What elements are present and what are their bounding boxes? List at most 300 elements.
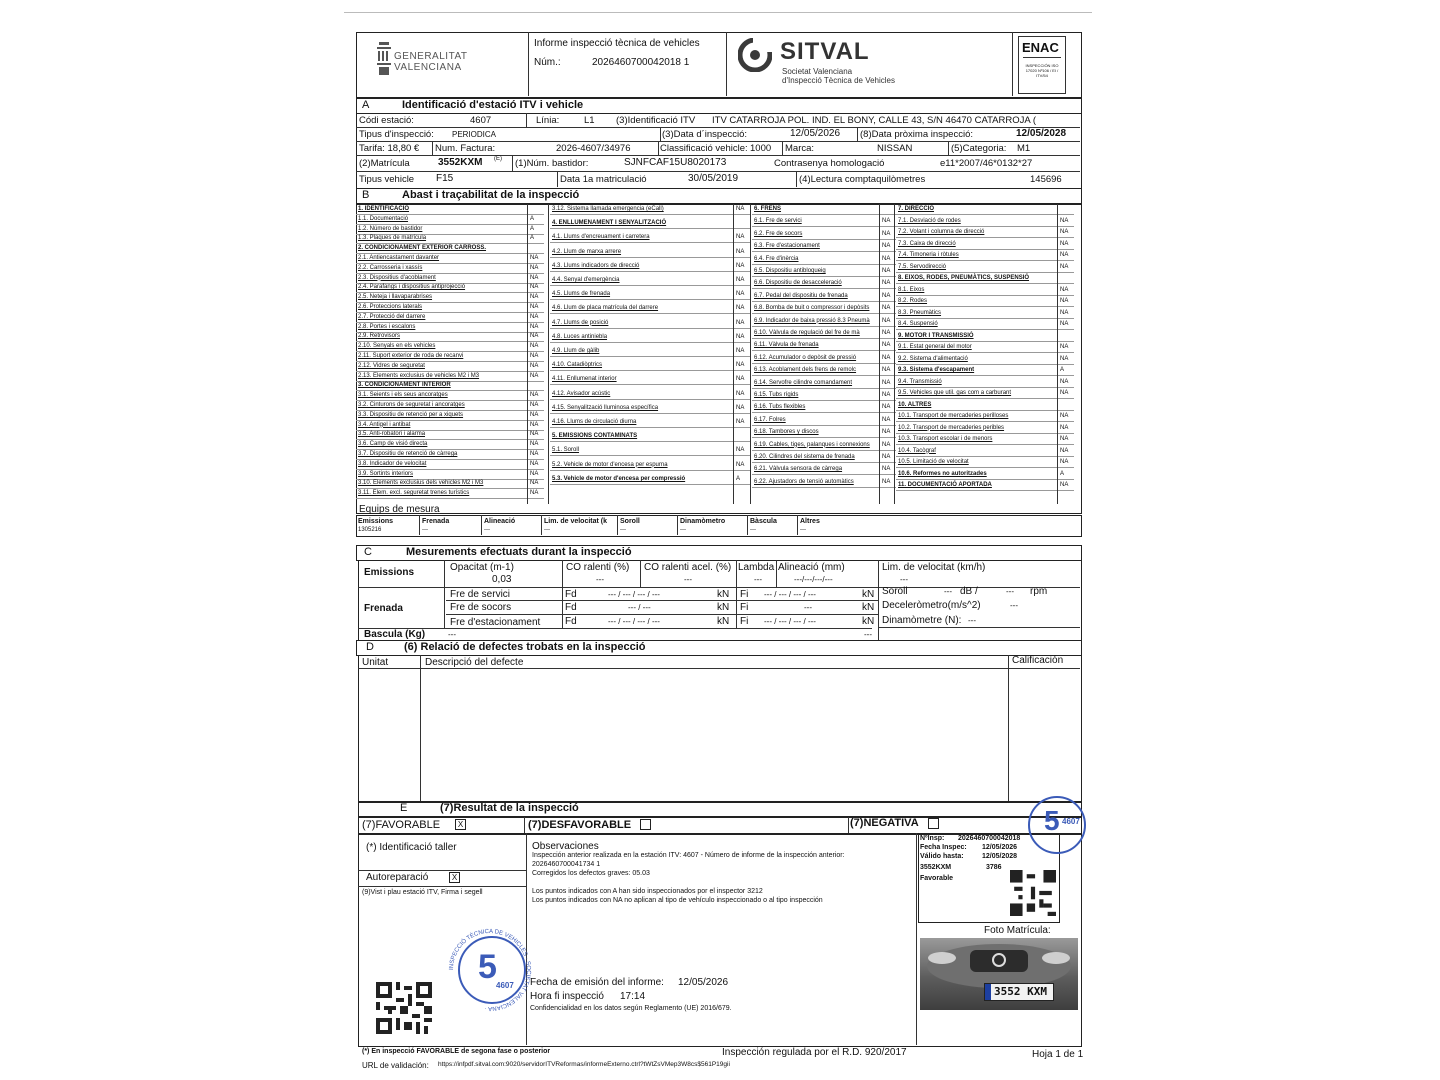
checklist-row-rule <box>550 257 750 258</box>
checklist-item-label: 2.6. Proteccions laterals <box>358 304 423 310</box>
checklist-row-rule <box>896 456 1074 457</box>
categoria-label: (5)Categoria: <box>951 143 1007 154</box>
checklist-row-rule <box>896 260 1074 261</box>
checklist-item-label: 2.5. Neteja i llavaparabrises <box>358 294 433 301</box>
bascula-value: --- <box>448 630 456 639</box>
row-divider <box>356 171 1080 172</box>
checklist-item-label: 6.10. Vàlvula de regulació del fre de mà <box>754 330 860 336</box>
checklist-item-status: NA <box>736 248 745 255</box>
cell-divider <box>1008 655 1009 801</box>
checklist-status-divider <box>1057 204 1058 504</box>
checklist-item-status: NA <box>1060 321 1069 327</box>
matricula-value: 3552KXM <box>438 157 483 168</box>
negativa-checkbox[interactable] <box>928 818 939 829</box>
checklist-row-rule <box>752 363 896 364</box>
checklist-item-status: NA <box>1060 229 1069 235</box>
regulada-text: Inspección regulada por el R.D. 920/2017 <box>722 1047 907 1058</box>
checklist-row-rule <box>550 285 750 286</box>
generalitat-name-2: VALENCIANA <box>394 62 462 73</box>
fi-label: Fi <box>740 616 749 627</box>
tipus-label: Tipus d'inspecció: <box>359 129 434 140</box>
bastidor-label: (1)Núm. bastidor: <box>515 158 589 169</box>
section-d-letter: D <box>366 641 374 653</box>
checklist-item-label: 7.2. Volant i columna de direcció <box>898 229 985 235</box>
checklist-row-rule <box>752 239 896 240</box>
checklist-item-status: NA <box>530 402 539 408</box>
fecha-label: Fecha Inspec: <box>920 844 967 851</box>
checklist-item-label: 2.1. Antiencastament davanter <box>358 255 440 261</box>
co-acel-label: CO ralenti acel. (%) <box>644 562 732 573</box>
checklist-item-status: NA <box>530 372 539 379</box>
checklist-item-status: NA <box>530 411 539 418</box>
observaciones-title: Observaciones <box>532 841 599 852</box>
checklist-item-label: 4.1. Llums d'encreuament i carretera <box>552 234 650 241</box>
categoria-value: M1 <box>1017 143 1031 154</box>
checklist-item-label: 6.22. Ajustadors de tensió automàtics <box>754 478 854 485</box>
favorable-checkbox[interactable]: X <box>455 819 466 830</box>
linia-label: Línia: <box>536 115 560 126</box>
checklist-item-status: NA <box>530 333 539 340</box>
checklist-item-status: NA <box>530 353 539 359</box>
fre-servici-label: Fre de servici <box>450 589 511 600</box>
report-title: Informe inspecció tècnica de vehicles <box>534 38 700 49</box>
checklist-row-rule <box>550 370 750 371</box>
checklist-item-label: 5.2. Vehicle de motor d'encesa per espurna <box>552 461 668 468</box>
checklist-row-rule <box>752 251 896 252</box>
ninsp-value: 2026460700042018 <box>958 835 1021 842</box>
opacitat-label: Opacitat (m-1) <box>450 562 514 573</box>
checklist-row-rule <box>752 437 896 438</box>
cell-divider <box>878 560 879 640</box>
checklist-item-label: 2.9. Retrovisors <box>358 333 401 340</box>
kn-label: kN <box>862 589 875 600</box>
checklist-item-label: 6.17. Folres <box>754 416 786 423</box>
marca-value: NISSAN <box>877 143 913 154</box>
checklist-row-rule <box>550 342 750 343</box>
checklist-item-label: 9. MOTOR I TRANSMISSIÓ <box>898 332 974 339</box>
checklist-item-label: 4.5. Llums de frenada <box>552 291 611 298</box>
checklist-item-label: 3.12. Sistema llamada emergencia (eCall) <box>552 206 664 212</box>
cell-divider <box>512 155 513 171</box>
checklist-item-status: NA <box>736 348 745 354</box>
checklist-item-label: 9.5. Vehicles que util. gas com a carburant <box>898 390 1012 396</box>
checklist-item-label: 11. DOCUMENTACIÓ APORTADA <box>898 482 992 488</box>
checklist-item-status: NA <box>736 390 745 397</box>
bascula-label: Bascula (Kg) <box>364 629 426 640</box>
checklist-item-status: NA <box>882 416 891 423</box>
checklist-item-label: 3.8. Indicador de velocitat <box>358 460 427 467</box>
checklist-row-rule <box>896 341 1074 342</box>
checklist-item-status: NA <box>1060 482 1069 488</box>
lambda-value: --- <box>754 575 762 584</box>
classificacio-value: 1000 <box>750 143 772 154</box>
alineacio-value: ---/---/---/--- <box>794 575 833 584</box>
checklist-row-rule <box>550 271 750 272</box>
equip-id: --- <box>484 527 490 533</box>
tarifa: Tarifa: 18,80 € <box>359 143 420 154</box>
checklist-row-rule <box>550 427 750 428</box>
checklist-item-label: 7.3. Caixa de direcció <box>898 240 956 247</box>
checklist-item-status: NA <box>882 255 891 262</box>
checklist-item-status: NA <box>1060 344 1069 350</box>
lambda-label: Lambda <box>738 562 775 573</box>
checklist-item-label: 8. EIXOS, RODES, PNEUMÀTICS, SUSPENSIÓ <box>898 275 1030 281</box>
checklist-row-rule <box>752 350 896 351</box>
stamp-number: 5 <box>478 948 497 986</box>
calificacion-header: Calificación <box>1012 655 1064 666</box>
checklist-item-label: 6.18. Tambores y discos <box>754 429 819 436</box>
checklist-item-status: NA <box>882 305 891 312</box>
section-d-title: (6) Relació de defectes trobats en la inspecció <box>404 641 646 653</box>
checklist-item-label: 4.10. Catadiòptrics <box>552 362 603 369</box>
checklist-item-label: 10.1. Transport de mercaderies perilloses <box>898 413 1009 419</box>
co-ralenti-label: CO ralenti (%) <box>566 562 630 573</box>
rpm-unit: rpm <box>1030 586 1048 597</box>
checklist-item-status: NA <box>882 330 891 336</box>
license-plate <box>984 983 1054 1001</box>
checklist-row-rule <box>896 352 1074 353</box>
stamp-code: 4607 <box>496 981 514 990</box>
linia-value: L1 <box>584 115 595 126</box>
checklist-row-rule <box>752 313 896 314</box>
cell-divider <box>524 817 525 833</box>
equip-divider <box>677 515 678 535</box>
tipus-vehicle-value: F15 <box>436 173 454 184</box>
checklist-item-label: 2.12. Vidres de seguretat <box>358 362 425 369</box>
equip-divider <box>617 515 618 535</box>
checklist-row-rule <box>752 338 896 339</box>
checklist-item-status: NA <box>1060 263 1069 270</box>
enac-rule <box>1023 57 1061 58</box>
fd-socors-value: --- / --- <box>628 603 651 612</box>
fre-socors-label: Fre de socors <box>450 602 512 613</box>
enac-logo <box>1018 36 1066 94</box>
observacion-line: Inspección anterior realizada en la estación ITV: 4607 - Número de informe de la inspección anterior: <box>532 852 845 859</box>
cell-divider <box>660 127 661 141</box>
cell-divider <box>796 171 797 187</box>
checklist-item-label: 6.19. Cables, tiges, palanques i connexions <box>754 441 870 448</box>
ninsp-label: NºInsp: <box>920 835 945 842</box>
taller-label: (*) Identificació taller <box>366 842 457 853</box>
bastidor-value: SJNFCAF15U8020173 <box>624 157 727 168</box>
checklist-item-status: NA <box>530 255 539 261</box>
stamp-ring-icon <box>448 928 532 1012</box>
stamp-code-2: 4607 <box>1062 817 1080 826</box>
observacion-line: Los puntos indicados con A han sido inspeccionados por el inspector 3212 <box>532 888 763 895</box>
checklist-row-rule <box>752 288 896 289</box>
checklist-item-status: NA <box>736 447 745 454</box>
checklist-item-status: NA <box>882 230 891 237</box>
sitval-emblem-icon <box>738 38 772 72</box>
checklist-item-label: 6.13. Acoblament dels frens de remolc <box>754 367 857 374</box>
checklist-row-rule <box>550 484 750 485</box>
checklist-row-rule <box>752 301 896 302</box>
codi-label: Códi estació: <box>359 115 414 126</box>
checklist-row-rule <box>752 326 896 327</box>
checklist-item-label: 3.3. Dispositiu de retenció per a xiquets <box>358 411 464 418</box>
checklist-item-status: NA <box>530 490 539 497</box>
valido-value: 12/05/2028 <box>982 853 1018 860</box>
equip-id: --- <box>750 527 756 533</box>
cell-divider <box>916 833 917 1045</box>
checklist-status-divider <box>733 204 734 504</box>
equip-name: Alineació <box>484 518 516 525</box>
checklist-item-status: NA <box>882 392 891 398</box>
checklist-row-rule <box>356 498 544 499</box>
section-c-letter: C <box>364 546 372 558</box>
checklist-item-status: NA <box>882 243 891 250</box>
checklist-item-label: 7. DIRECCIÓ <box>898 206 935 212</box>
checklist-status-divider <box>879 204 880 504</box>
checklist-item-label: 6.20. Cilindres del sistema de frenada <box>754 454 855 460</box>
kn-label: kN <box>717 589 730 600</box>
vist-i-plau-label: (9)Vist i plau estació ITV, Firma i segell <box>362 889 483 896</box>
checklist-item-status: NA <box>882 466 891 473</box>
section-b-letter: B <box>362 189 370 201</box>
tipus-value: PERIODICA <box>452 130 497 139</box>
emision-value: 12/05/2026 <box>678 977 729 988</box>
report-number: 2026460700042018 1 <box>592 57 690 68</box>
checklist-item-status: NA <box>1060 240 1069 247</box>
checklist-item-label: 4.4. Senyal d'emergència <box>552 277 620 283</box>
checklist-item-label: 4.16. Llums de circulació diurna <box>552 419 637 425</box>
checklist-row-rule <box>896 398 1074 399</box>
checklist-row-rule <box>550 470 750 471</box>
bascula-value-2: --- <box>864 630 872 639</box>
checklist-item-status: NA <box>736 262 745 269</box>
emissions-label: Emissions <box>364 567 415 578</box>
contrasenya-label: Contrasenya homologació <box>774 158 885 169</box>
stamp-ring-path: INSPECCIÓ TÈCNICA DE VEHICLES · SOCIETAT VALENCIANA · <box>448 928 532 1012</box>
tipus-vehicle-label: Tipus vehicle <box>359 174 415 185</box>
checklist-item-label: 6.1. Fre de servici <box>754 218 802 225</box>
emision-label: Fecha de emisión del informe: <box>530 977 664 988</box>
checklist-item-label: 2.10. Senyals en els vehicles <box>358 343 436 350</box>
sticker-qr-code[interactable] <box>1010 870 1056 916</box>
checklist-item-label: 6.3. Fre d'estacionament <box>754 243 820 250</box>
checklist-item-label: 4.3. Llums indicadors de direcció <box>552 262 640 269</box>
checklist-row-rule <box>752 388 896 389</box>
equip-id: --- <box>620 527 626 533</box>
checklist-item-status: NA <box>882 478 891 485</box>
checklist-row-rule <box>896 479 1074 480</box>
equip-divider <box>481 515 482 535</box>
equip-name: Emissions <box>358 518 394 525</box>
equip-id: 1305216 <box>358 527 382 533</box>
checklist-item-label: 6.16. Tubs flexibles <box>754 404 806 411</box>
section-c-title: Mesurements efectuats durant la inspecció <box>406 546 632 558</box>
checklist-item-status: NA <box>736 291 745 298</box>
checklist-item-label: 4.7. Llums de posició <box>552 319 609 326</box>
row-divider <box>358 886 526 887</box>
equip-divider <box>797 515 798 535</box>
soroll-rpm-value: --- <box>1006 587 1014 596</box>
checklist-item-label: 2.7. Protecció del darrere <box>358 313 426 320</box>
foto-label: Foto Matrícula: <box>984 925 1051 936</box>
checklist-item-label: 4.12. Avisador acústic <box>552 390 611 397</box>
soroll-label: Soroll <box>882 586 908 597</box>
checklist-item-label: 6.8. Bomba de buit o compressor i depòsits <box>754 305 870 312</box>
checklist-item-label: 5. EMISSIONS CONTAMINATS <box>552 433 638 440</box>
checklist-item-label: 2.8. Portes i escalons <box>358 323 416 330</box>
generalitat-logo <box>376 42 392 83</box>
autoreparacio-label: Autoreparació <box>366 872 429 883</box>
checklist-item-status: NA <box>882 292 891 299</box>
soroll-db-value: --- <box>944 587 952 596</box>
contrasenya-value: e11*2007/46*0132*27 <box>940 158 1033 169</box>
matricula-superscript: (E) <box>494 156 502 162</box>
enac-accreditation: INSPECCIÓN ISO 17020 Nº106 / EI / ITV/54 <box>1025 63 1059 78</box>
checklist-item-status: NA <box>736 206 745 212</box>
kn-label: kN <box>717 602 730 613</box>
checklist-item-status: NA <box>882 441 891 448</box>
checklist-row-rule <box>896 283 1074 284</box>
checklist-item-status: A <box>530 225 535 232</box>
checklist-item-label: 10.3. Transport escolar i de menors <box>898 436 993 442</box>
fi-socors-value: --- <box>804 603 812 612</box>
desfavorable-label: (7)DESFAVORABLE <box>528 819 632 831</box>
limvel-label: Lim. de velocitat (km/h) <box>882 562 986 573</box>
data-1a-label: Data 1a matriculació <box>560 174 647 185</box>
data-inspeccio-value: 12/05/2026 <box>790 128 841 139</box>
fre-estacionament-label: Fre d'estacionament <box>450 617 541 628</box>
checklist-row-rule <box>550 328 750 329</box>
checklist-row-rule <box>550 242 750 243</box>
checklist-item-label: 4.11. Enllumenat interior <box>552 376 617 383</box>
factura-value: 2026-4607/34976 <box>556 143 631 154</box>
equip-divider <box>747 515 748 535</box>
opacitat-value: 0,03 <box>492 574 512 585</box>
checklist-item-label: 4.15. Senyalització lluminosa específica <box>552 404 659 411</box>
checklist-item-label: 7.4. Timoneria i ròtules <box>898 252 959 258</box>
checklist-item-label: 10.2. Transport de mercaderies peribles <box>898 424 1005 431</box>
eu-band <box>985 984 991 1000</box>
checklist-row-rule <box>896 214 1074 215</box>
checklist-item-label: 1. IDENTIFICACIÓ <box>358 206 410 212</box>
checklist-row-rule <box>896 226 1074 227</box>
checklist-item-label: 3.6. Camp de visió directa <box>358 441 428 448</box>
checklist-item-label: 10.5. Limitació de velocitat <box>898 459 969 465</box>
checklist-item-label: 3.2. Cinturons de seguretat i ancoratges <box>358 402 465 408</box>
equip-divider <box>541 515 542 535</box>
checklist-column-divider <box>548 204 549 504</box>
inspection-report-page <box>352 28 1082 1068</box>
header-divider <box>1012 32 1013 96</box>
checklist-item-status: A <box>530 215 535 222</box>
checklist-row-rule <box>896 490 1074 491</box>
cell-divider <box>562 560 563 628</box>
row-divider <box>356 155 1080 156</box>
decel-label: Deceleròmetro(m/s^2) <box>882 600 981 611</box>
checklist-item-label: 6.12. Acumulador o depòsit de pressió <box>754 354 857 361</box>
checklist-row-rule <box>752 412 896 413</box>
checklist-item-status: NA <box>1060 459 1069 465</box>
sticker-plate: 3552KXM <box>920 864 952 871</box>
desfavorable-checkbox[interactable] <box>640 819 651 830</box>
cell-divider <box>420 655 421 801</box>
checklist-item-label: 1.3. Plaques de matrícula <box>358 235 427 242</box>
qr-code-validation[interactable] <box>376 982 432 1034</box>
checklist-item-label: 3.5. Anti-robatori i alarma <box>358 431 426 438</box>
checklist-item-status: NA <box>882 379 891 386</box>
checklist-row-rule <box>550 228 750 229</box>
cell-divider <box>776 560 777 587</box>
checklist-row-rule <box>752 214 896 215</box>
checklist-item-status: NA <box>736 461 745 468</box>
checklist-item-label: 6.2. Fre de socors <box>754 230 803 237</box>
checklist-item-label: 6.4. Fre d'inèrcia <box>754 255 799 262</box>
cell-divider <box>526 113 527 127</box>
hora-value: 17:14 <box>620 991 646 1002</box>
checklist-item-status: NA <box>530 264 539 271</box>
checklist-item-label: 7.5. Servodirecció <box>898 263 947 270</box>
fd-servici-value: --- / --- / --- / --- <box>608 590 660 599</box>
cell-divider <box>857 127 858 141</box>
checklist-row-rule <box>896 249 1074 250</box>
checklist-item-status: NA <box>882 367 891 374</box>
ident-itv-value: ITV CATARROJA POL. IND. EL BONY, CALLE 43, S/N 46470 CATARROJA ( <box>712 115 1036 126</box>
checklist-row-rule <box>752 400 896 401</box>
section-a-title: Identificació d'estació ITV i vehicle <box>402 99 584 111</box>
checklist-item-status: NA <box>882 454 891 460</box>
checklist-row-rule <box>752 450 896 451</box>
checklist-row-rule <box>896 433 1074 434</box>
checklist-row-rule <box>896 237 1074 238</box>
codi-value: 4607 <box>470 115 492 126</box>
checklist-item-status: NA <box>1060 286 1069 293</box>
validation-url[interactable]: https://infpdf.sitval.com:9020/servidorITVReformas/informeExterno.ctrl?tWtZsVMep3W8cs$561P19gii <box>438 1061 730 1068</box>
observacion-line: Los puntos indicados con NA no aplican al tipo de vehículo inspeccionado o al tipo inspección <box>532 897 823 904</box>
cell-divider <box>658 141 659 155</box>
checklist-item-status: NA <box>882 404 891 411</box>
checklist-item-label: 3. CONDICIONAMENT INTERIOR <box>358 382 451 389</box>
cell-divider <box>432 141 433 155</box>
checklist-item-label: 6.14. Servofre cilindre comandament <box>754 379 853 386</box>
checklist-item-label: 4. ENLLUMENAMENT I SENYALITZACIÓ <box>552 220 667 227</box>
checklist-row-rule <box>752 474 896 475</box>
checklist-status-divider <box>527 204 528 504</box>
row-divider <box>446 614 878 615</box>
checklist-item-label: 1.1. Documentació <box>358 215 409 222</box>
fi-servici-value: --- / --- / --- / --- <box>764 590 816 599</box>
checklist-item-status: NA <box>530 460 539 467</box>
section-a-letter: A <box>362 99 370 111</box>
sitval-subtitle-2: d'Inspecció Tècnica de Vehicles <box>782 76 896 85</box>
autoreparacio-checkbox[interactable]: X <box>449 872 460 883</box>
checklist-item-label: 8.4. Suspensió <box>898 321 938 327</box>
alineacio-label: Alineació (mm) <box>778 562 845 573</box>
checklist-item-status: NA <box>1060 413 1069 419</box>
section-b-title: Abast i traçabilitat de la inspecció <box>402 189 580 201</box>
factura-label: Num. Factura: <box>435 143 496 154</box>
equip-divider <box>419 515 420 535</box>
checklist-row-rule <box>752 375 896 376</box>
checklist-row-rule <box>550 455 750 456</box>
checklist-item-status: NA <box>530 313 539 320</box>
checklist-item-status: A <box>1060 367 1065 373</box>
cell-divider <box>782 141 783 155</box>
negativa-label: (7)NEGATIVA <box>850 817 919 829</box>
section-e-title: (7)Resultat de la inspecció <box>440 802 579 814</box>
limvel-value: --- <box>900 575 908 584</box>
checklist-row-rule <box>896 272 1074 273</box>
unitat-header: Unitat <box>362 657 389 668</box>
checklist-item-status: NA <box>530 343 539 350</box>
favorable-label: (7)FAVORABLE <box>362 819 441 831</box>
checklist-item-status: NA <box>530 284 539 291</box>
section-e-letter: E <box>400 802 408 814</box>
checklist-item-status: NA <box>882 218 891 225</box>
